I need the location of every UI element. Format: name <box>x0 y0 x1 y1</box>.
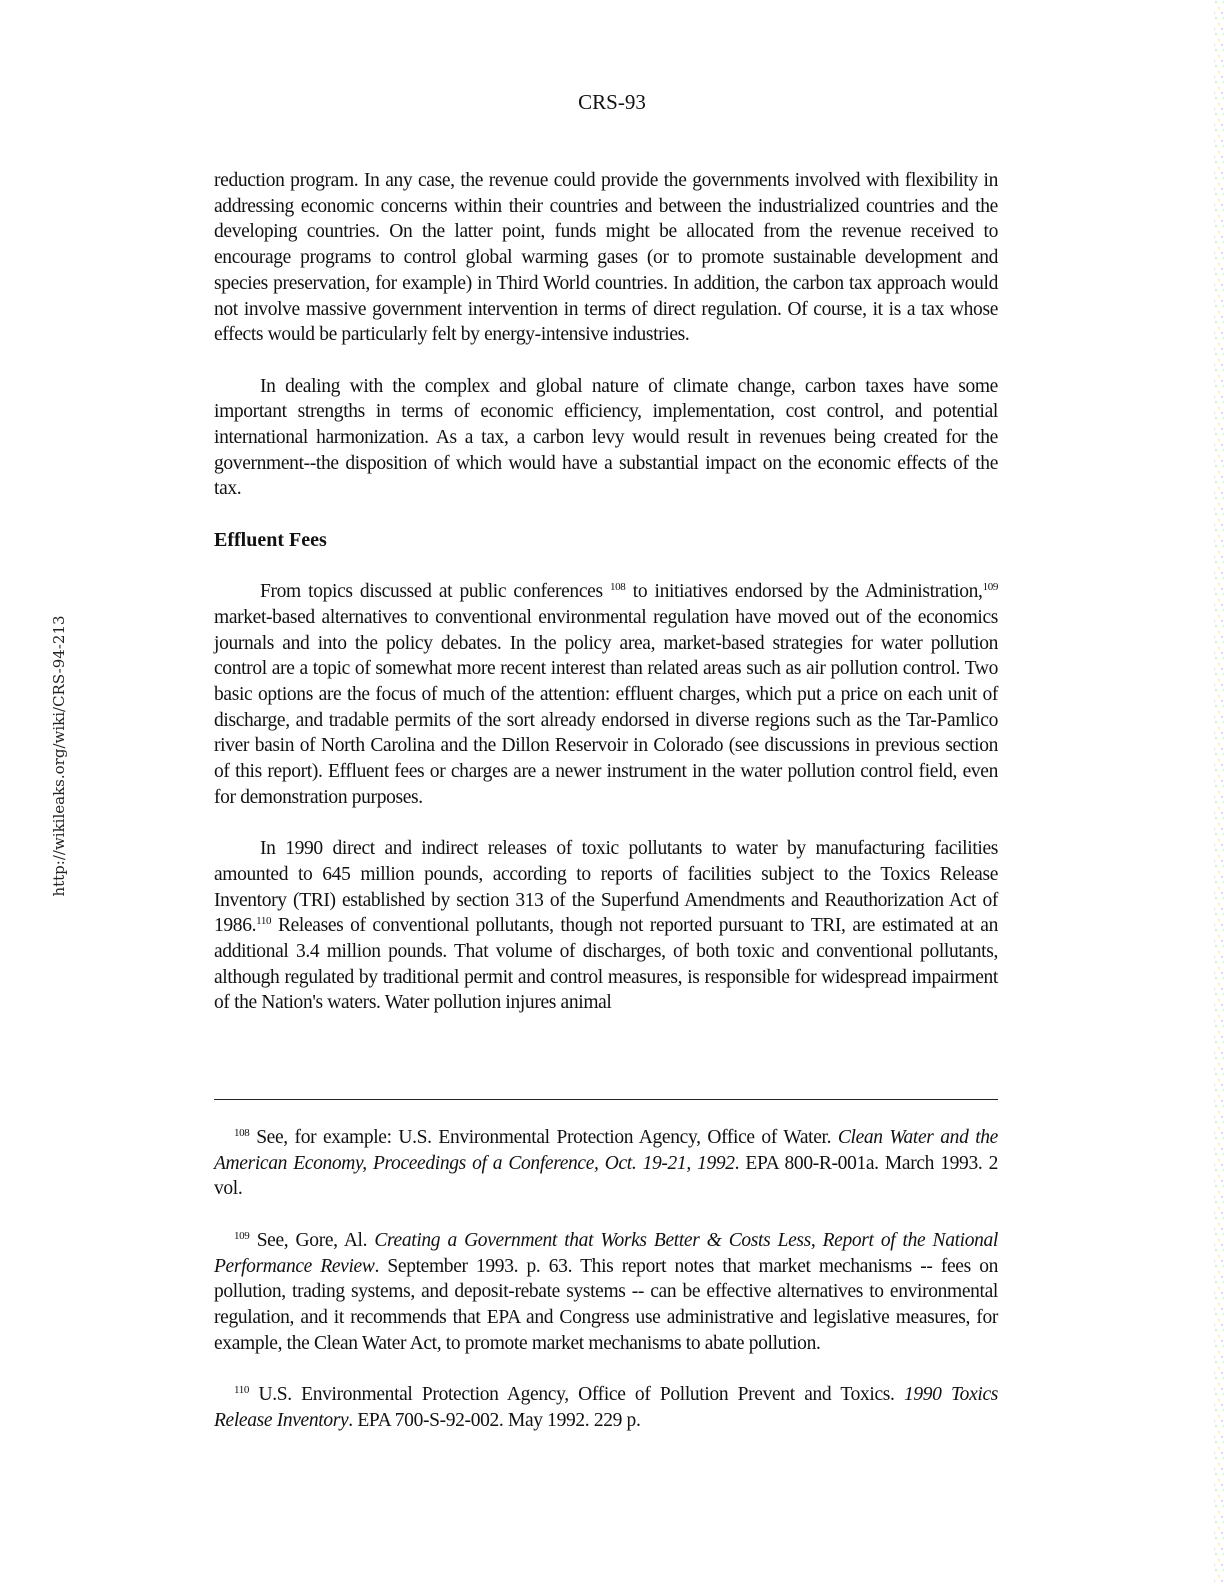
text-segment: In 1990 direct and indirect releases of toxic pollutants to water by manufacturing facilities amounted to 645 million pounds, according to reports of facilities subject to the Toxics Release Inventory (TRI) established by section 313 of the Superfund Amendments and Reauthorization Act of 1986. <box>214 838 998 937</box>
footnote-text: U.S. Environmental Protection Agency, Office of Pollution Prevent and Toxics. <box>249 1384 904 1405</box>
footnote-text: . September 1993. p. 63. This report notes that market mechanisms -- fees on pollution, trading systems, and deposit-rebate systems -- can be effective alternatives to environmental regulation, and it recommends that EPA and Congress use administrative and legislative measures, for example, the Clean Water Act, to promote market mechanisms to abate pollution. <box>214 1255 998 1354</box>
footnote-number: 108 <box>234 1127 250 1139</box>
section-heading-effluent-fees: Effluent Fees <box>214 528 327 551</box>
paragraph-toxic-releases <box>214 836 998 1016</box>
text-segment: Releases of conventional pollutants, though not reported pursuant to TRI, are estimated at an additional 3.4 million pounds. That volume of discharges, of both toxic and conventional pollutants, although regulated by traditional permit and control measures, is responsible for widespread impairment of the Nation's waters. Water pollution injures animal <box>214 915 998 1014</box>
side-url-watermark <box>50 598 68 914</box>
page-header: CRS-93 <box>578 90 646 114</box>
footnote-110 <box>214 1382 998 1433</box>
footnote-ref-109[interactable]: 109 <box>982 581 999 594</box>
footnote-text: See, Gore, Al. <box>249 1229 375 1251</box>
footnotes-section <box>214 1125 998 1459</box>
footnote-text: . EPA 700-S-92-002. May 1992. 229 p. <box>348 1409 641 1431</box>
footnote-title: Clean Water and the American Economy, Proceedings of a Conference, Oct. 19-21, 1992 <box>214 1127 998 1174</box>
footnote-text: . EPA 800-R-001a. March 1993. 2 vol. <box>214 1152 998 1200</box>
text-segment: to initiatives endorsed by the Administration, <box>625 581 983 603</box>
footnote-ref-110[interactable]: 110 <box>256 915 272 928</box>
footnote-text: See, for example: U.S. Environmental Protection Agency, Office of Water. <box>249 1127 838 1148</box>
footnote-title: 1990 Toxics Release Inventory <box>214 1384 998 1431</box>
text-segment: market-based alternatives to conventional environmental regulation have moved out of the economics journals and into the policy debates. In the policy area, market-based strategies for water pollution control are a topic of somewhat more recent interest than related areas such as air pollution control. Two basic options are the focus of much of the attention: effluent charges, which put a price on each unit of discharge, and tradable permits of the sort already endorsed in diverse regions such as the Tar-Pamlico river basin of North Carolina and the Dillon Reservoir in Colorado (see discussions in previous section of this report). Effluent fees or charges are a newer instrument in the water pollution control field, even for demonstration purposes. <box>214 606 998 808</box>
paragraph-market-based-alternatives <box>214 579 998 810</box>
footnote-ref-108[interactable]: 108 <box>610 581 626 594</box>
footnote-108 <box>214 1125 998 1202</box>
side-url-text: http://wikileaks.org/wiki/CRS-94-213 <box>50 615 68 897</box>
paragraph-carbon-tax-strengths: In dealing with the complex and global nature of climate change, carbon taxes have some important strengths in terms of economic efficiency, implementation, cost control, and potential international harmonization. As a tax, a carbon levy would result in revenues being created for the government--the disposition of which would have a substantial impact on the economic effects of the tax. <box>214 375 998 500</box>
document-body <box>214 168 998 1016</box>
footnote-divider <box>214 1099 998 1100</box>
footnote-number: 110 <box>234 1384 250 1396</box>
footnote-number: 109 <box>234 1229 250 1242</box>
footnote-title: Creating a Government that Works Better & Costs Less, Report of the National Performance Review <box>214 1229 998 1277</box>
footnote-109 <box>214 1228 998 1357</box>
paragraph-carbon-tax-revenue: reduction program. In any case, the revenue could provide the governments involved with flexibility in addressing economic concerns within their countries and between the industrialized countries and the developing countries. On the latter point, funds might be allocated from the revenue received to encourage programs to control global warming gases (or to promote sustainable development and species preservation, for example) in Third World countries. In addition, the carbon tax approach would not involve massive government intervention in terms of direct regulation. Of course, it is a tax whose effects would be particularly felt by energy-intensive industries. <box>214 170 998 346</box>
text-segment: From topics discussed at public conferences <box>260 581 603 603</box>
scan-edge-strip <box>1214 0 1224 1584</box>
